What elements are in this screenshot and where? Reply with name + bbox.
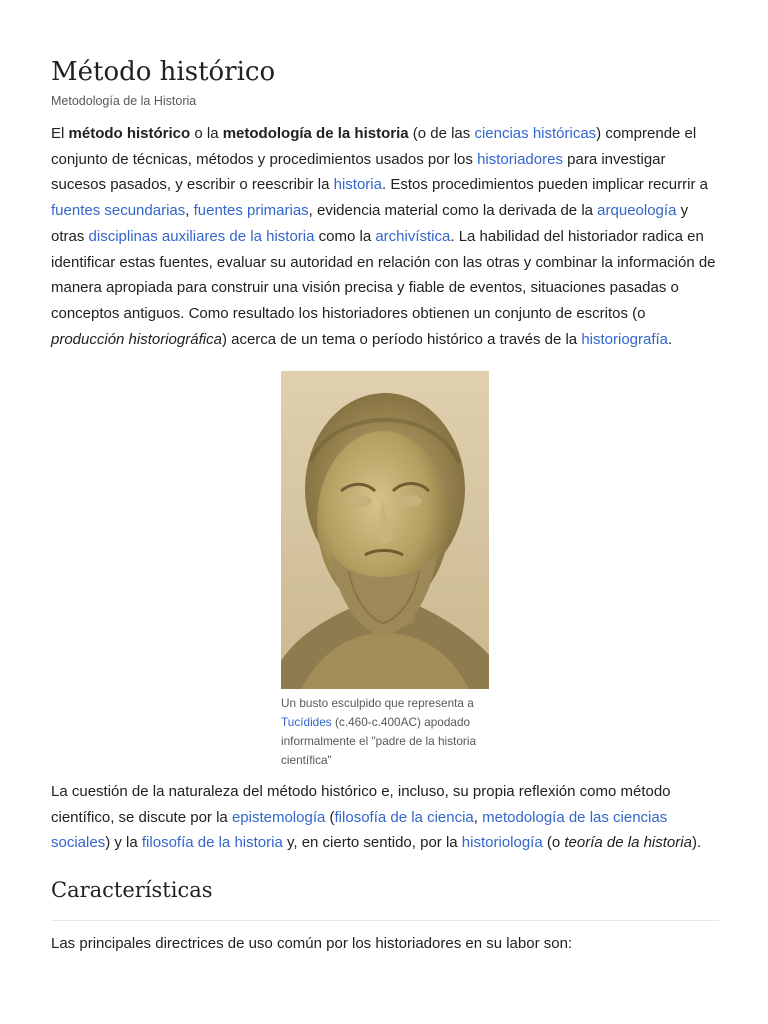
link-historiografia[interactable]: historiografía <box>581 330 669 348</box>
link-ciencias-historicas[interactable]: ciencias históricas <box>474 125 597 142</box>
link-fuentes-secundarias[interactable]: fuentes secundarias <box>51 202 186 220</box>
section-divider <box>51 920 719 921</box>
text: . La habilidad del historiador radica en identificar estas fuentes, evaluar su autoridad en relación con las otras y combinar la información de manera apropiada para construir una visión precisa y fiable de eventos, situaciones pasadas o conceptos antiguos. Como resultado los historiadores obtienen un conjunto de escritos (o <box>51 227 716 322</box>
link-filosofia-ciencia[interactable]: filosofía de la ciencia <box>334 808 474 826</box>
text: , evidencia material como la derivada de la <box>308 202 598 220</box>
text: , <box>185 202 194 220</box>
text: y, en cierto sentido, por la <box>282 834 462 852</box>
text: (o <box>542 834 565 852</box>
section-intro-text: Las principales directrices de uso común por los historiadores en su labor son: <box>51 935 573 952</box>
link-tucidides[interactable]: Tucídides <box>281 715 332 729</box>
text: ) acerca de un tema o período histórico a través de la <box>221 330 582 348</box>
link-historiologia[interactable]: historiología <box>461 834 543 852</box>
figure-caption <box>281 694 489 770</box>
text: (c.460-c.400AC) apodado informalmente el "padre de la historia científica" <box>281 715 477 767</box>
link-metodologia-ciencias-sociales[interactable]: metodología de las ciencias sociales <box>51 808 668 852</box>
text: para investigar sucesos pasados, y escribir o reescribir la <box>51 150 666 194</box>
link-fuentes-primarias[interactable]: fuentes primarias <box>193 202 309 220</box>
text: ( <box>325 808 335 826</box>
text: o la <box>190 125 223 142</box>
figure-thucydides <box>281 371 489 770</box>
bold-term-metodologia: metodología de la historia <box>222 125 409 142</box>
link-historia[interactable]: historia <box>333 176 382 194</box>
text: ) comprende el conjunto de técnicas, métodos y procedimientos usados por los <box>51 125 697 168</box>
bold-term-metodo-historico: método histórico <box>68 125 191 142</box>
text: como la <box>314 227 376 245</box>
text: . <box>668 330 673 348</box>
paragraph-naturaleza <box>51 779 723 856</box>
link-historiadores[interactable]: historiadores <box>477 150 563 168</box>
text: (o de las <box>408 125 475 142</box>
page-subtitle: Metodología de la Historia <box>51 94 197 108</box>
page-title: Método histórico <box>51 57 276 87</box>
link-archivistica[interactable]: archivística <box>375 227 451 245</box>
text: . Estos procedimientos pueden implicar recurrir a <box>381 176 708 194</box>
intro-paragraph <box>51 121 723 352</box>
link-arqueologia[interactable]: arqueología <box>597 202 677 220</box>
thucydides-bust-image[interactable] <box>281 371 489 689</box>
text: Un busto esculpido que representa a <box>281 696 474 710</box>
text: La cuestión de la naturaleza del método histórico e, incluso, su propia reflexión como método científico, se discute por la <box>51 783 671 826</box>
text: ). <box>691 834 702 852</box>
text: , <box>473 808 483 826</box>
italic-term: producción historiográfica <box>51 330 222 348</box>
link-epistemologia[interactable]: epistemología <box>231 808 326 826</box>
text: El <box>51 125 69 142</box>
text: y otras <box>51 202 689 245</box>
text: ) y la <box>105 834 142 852</box>
section-heading-caracteristicas: Características <box>51 878 213 902</box>
link-filosofia-historia[interactable]: filosofía de la historia <box>141 834 283 852</box>
link-disciplinas-auxiliares[interactable]: disciplinas auxiliares de la historia <box>88 227 315 245</box>
italic-term: teoría de la historia <box>564 834 692 852</box>
